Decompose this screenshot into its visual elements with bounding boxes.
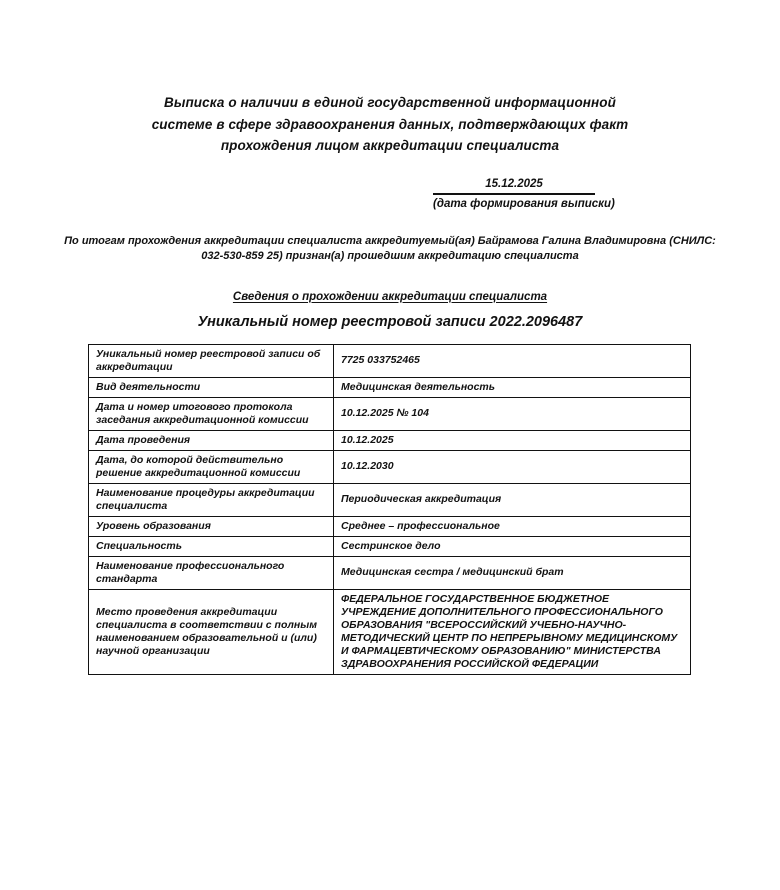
table-row bbox=[89, 377, 691, 397]
issue-date-caption: (дата формирования выписки) bbox=[433, 197, 615, 210]
intro-paragraph-line: 032-530-859 25) признан(а) прошедшим аккредитацию специалиста bbox=[201, 249, 579, 262]
accreditation-table bbox=[88, 344, 691, 675]
document-title-line: прохождения лицом аккредитации специалиста bbox=[220, 138, 560, 153]
field-value-cell: 7725 033752465 bbox=[334, 344, 691, 377]
field-value-cell: Медицинская сестра / медицинский брат bbox=[334, 556, 691, 589]
field-value-cell: Сестринское дело bbox=[334, 536, 691, 556]
field-value-cell: ФЕДЕРАЛЬНОЕ ГОСУДАРСТВЕННОЕ БЮДЖЕТНОЕ УЧРЕЖДЕНИЕ ДОПОЛНИТЕЛЬНОГО ПРОФЕССИОНАЛЬНОГО ОБРАЗОВАНИЯ "ВСЕРОССИЙСКИЙ УЧЕБНО-НАУЧНО-МЕТОДИЧЕСКИЙ ЦЕНТР ПО НЕПРЕРЫВНОМУ МЕДИЦИНСКОМУ И ФАРМАЦЕВТИЧЕСКОМУ ОБРАЗОВАНИЮ" МИНИСТЕРСТВА ЗДРАВООХРАНЕНИЯ РОССИЙСКОЙ ФЕДЕРАЦИИ bbox=[334, 589, 691, 674]
intro-paragraph-line: По итогам прохождения аккредитации специалиста аккредитуемый(ая) Байрамова Галина Владимировна (СНИЛС: bbox=[64, 234, 716, 247]
intro-paragraph bbox=[45, 234, 735, 264]
table-row bbox=[89, 397, 691, 430]
field-value-cell: Среднее – профессиональное bbox=[334, 516, 691, 536]
field-label-cell: Специальность bbox=[89, 536, 334, 556]
issue-date-block bbox=[433, 177, 615, 211]
field-label-cell: Место проведения аккредитации специалиста в соответствии с полным наименованием образовательной и (или) научной организации bbox=[89, 589, 334, 674]
field-label-cell: Дата, до которой действительно решение аккредитационной комиссии bbox=[89, 450, 334, 483]
registry-number-heading: Уникальный номер реестровой записи 2022.2096487 bbox=[197, 313, 583, 330]
table-row bbox=[89, 556, 691, 589]
table-row bbox=[89, 589, 691, 674]
field-label-cell: Наименование профессионального стандарта bbox=[89, 556, 334, 589]
issue-date-value: 15.12.2025 bbox=[433, 177, 595, 195]
table-row bbox=[89, 516, 691, 536]
field-value-cell: Медицинская деятельность bbox=[334, 377, 691, 397]
table-row bbox=[89, 430, 691, 450]
section-heading bbox=[0, 290, 780, 304]
document-title bbox=[0, 0, 780, 157]
field-value-cell: 10.12.2025 № 104 bbox=[334, 397, 691, 430]
field-label-cell: Уникальный номер реестровой записи об аккредитации bbox=[89, 344, 334, 377]
field-value-cell: 10.12.2030 bbox=[334, 450, 691, 483]
table-row bbox=[89, 344, 691, 377]
document-title-line: системе в сфере здравоохранения данных, подтверждающих факт bbox=[151, 116, 629, 132]
table-row bbox=[89, 483, 691, 516]
field-label-cell: Уровень образования bbox=[89, 516, 334, 536]
table-row bbox=[89, 536, 691, 556]
field-label-cell: Наименование процедуры аккредитации специалиста bbox=[89, 483, 334, 516]
field-label-cell: Вид деятельности bbox=[89, 377, 334, 397]
table-row bbox=[89, 450, 691, 483]
field-value-cell: Периодическая аккредитация bbox=[334, 483, 691, 516]
document-title-line: Выписка о наличии в единой государственной информационной bbox=[163, 95, 616, 110]
field-value-cell: 10.12.2025 bbox=[334, 430, 691, 450]
field-label-cell: Дата проведения bbox=[89, 430, 334, 450]
field-label-cell: Дата и номер итогового протокола заседания аккредитационной комиссии bbox=[89, 397, 334, 430]
section-heading-text: Сведения о прохождении аккредитации специалиста bbox=[232, 290, 548, 303]
